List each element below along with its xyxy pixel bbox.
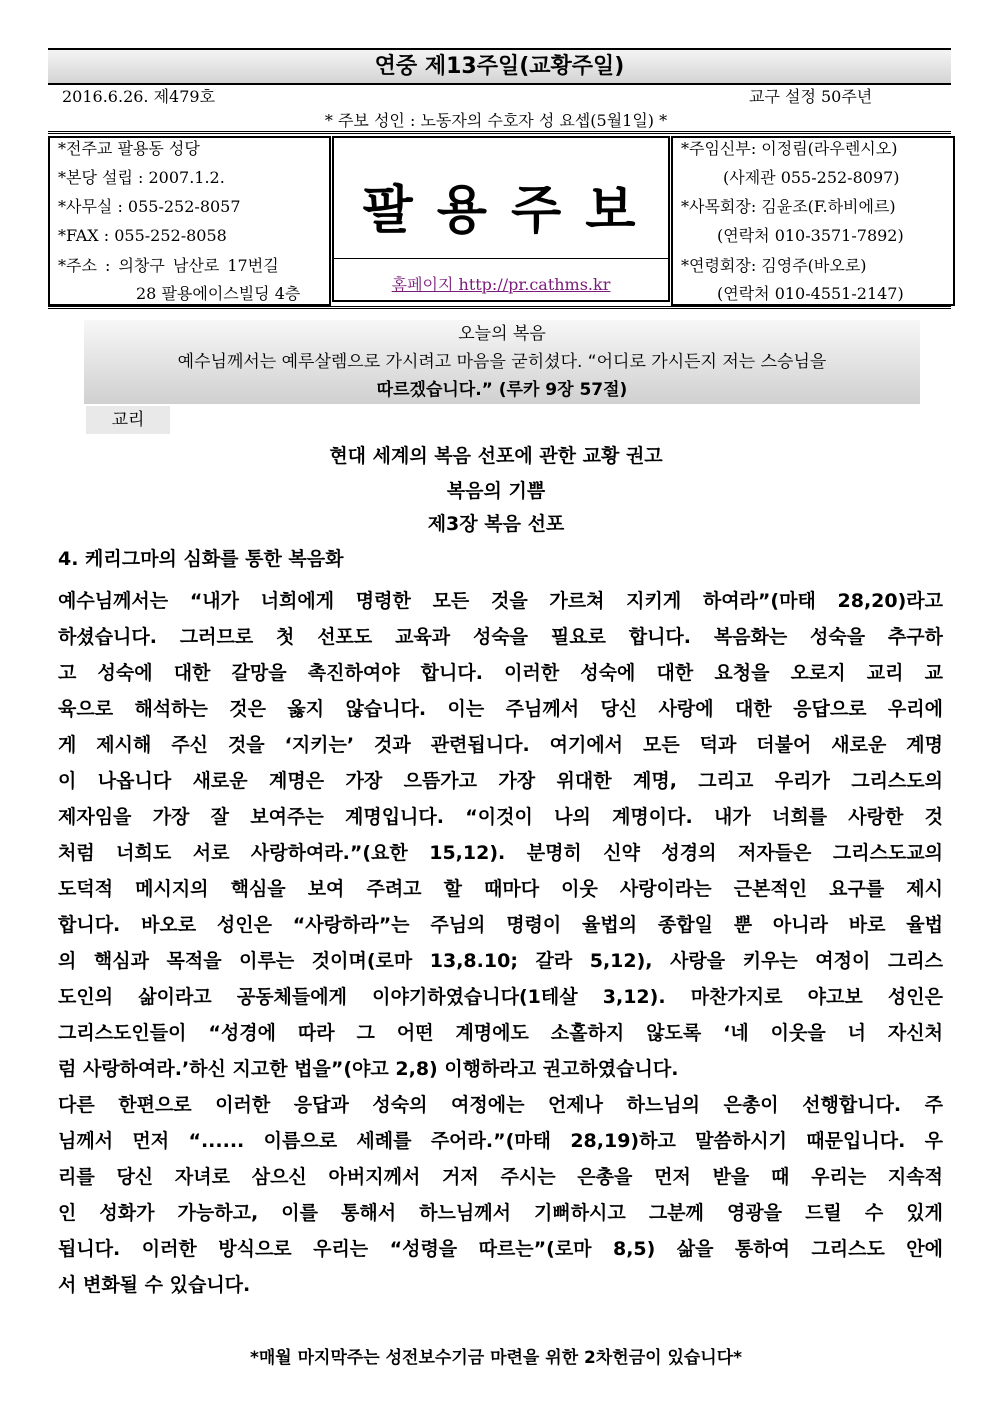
- body-line: 의 핵심과 목적을 이루는 것이며(로마 13,8.10; 갈라 5,12), 사랑을 키우는 여정이 그리스: [58, 950, 943, 972]
- body-line: 합니다. 바오로 성인은 “사랑하라”는 주님의 명령이 율법의 종합일 뿐 아니라 바로 율법: [58, 914, 943, 936]
- section-heading: 4. 케리그마의 심화를 통한 복음화: [58, 548, 344, 570]
- date-issue: 2016.6.26. 제479호: [62, 87, 216, 106]
- founding-date: *본당 설립 : 2007.1.2.: [58, 168, 225, 187]
- gospel-line2: 따르겠습니다.” (루카 9장 57절): [376, 380, 628, 400]
- bulletin-name: 팔용주보: [362, 180, 660, 241]
- anniversary-note: 교구 설정 50주년: [749, 87, 873, 106]
- fax-number: *FAX : 055-252-8058: [58, 226, 227, 245]
- gospel-line1: 예수님께서는 예루살렘으로 가시려고 마음을 굳히셨다. “어디로 가시든지 저는 스승님을: [177, 352, 827, 372]
- council-president-phone: (연락처 010-3571-7892): [717, 226, 904, 245]
- pastor: *주임신부: 이정림(라우렌시오): [681, 139, 898, 158]
- council-president: *사목회장: 김윤조(F.하비에르): [681, 197, 896, 216]
- body-line: 도인의 삶이라고 공동체들에게 이야기하였습니다(1테살 3,12). 마찬가지로 야고보 성인은: [58, 986, 943, 1008]
- gospel-box: [84, 320, 920, 404]
- body-line: 럼 사랑하여라.’하신 지고한 법을”(야고 2,8) 이행하라고 권고하였습니다.: [58, 1058, 679, 1080]
- body-line: 처럼 너희도 서로 사랑하여라.”(요한 15,12). 분명히 신약 성경의 저자들은 그리스도교의: [58, 842, 943, 864]
- body-line: 도덕적 메시지의 핵심을 보여 주려고 할 때마다 이웃 사랑이라는 근본적인 요구를 제시: [58, 878, 943, 900]
- body-line: 님께서 먼저 “...... 이름으로 세례를 주어라.”(마태 28,19)하고 말씀하시기 때문입니다. 우: [58, 1130, 943, 1152]
- address-line2: 28 팔용에이스빌딩 4층: [136, 284, 301, 303]
- bulletin-title: 연중 제13주일(교황주일): [48, 48, 951, 85]
- body-line: 제자임을 가장 잘 보여주는 계명입니다. “이것이 나의 계명이다. 내가 너희를 사랑한 것: [58, 806, 943, 828]
- body-line: 하셨습니다. 그러므로 첫 선포도 교육과 성숙을 필요로 합니다. 복음화는 성숙을 추구하: [58, 626, 943, 648]
- category-tag: 교리: [86, 406, 170, 434]
- parish-info-box: [48, 136, 331, 306]
- body-line: 됩니다. 이러한 방식으로 우리는 “성령을 따르는”(로마 8,5) 삶을 통하여 그리스도 안에: [58, 1238, 943, 1260]
- address-line1: *주소 : 의창구 남산로 17번길: [58, 256, 279, 275]
- bulletin-name-box: [332, 136, 670, 302]
- logo-divider: [334, 258, 668, 259]
- doc-title-line1: 현대 세계의 복음 선포에 관한 교황 권고: [329, 445, 663, 467]
- pastor-phone: (사제관 055-252-8097): [723, 168, 900, 187]
- homepage-link[interactable]: 홈페이지 http://pr.cathms.kr: [391, 275, 611, 294]
- body-line: 게 제시해 주신 것을 ‘지키는’ 것과 관련됩니다. 여기에서 모든 덕과 더불어 새로운 계명: [58, 734, 943, 756]
- body-line: 고 성숙에 대한 갈망을 촉진하여야 합니다. 이러한 성숙에 대한 요청을 오로지 교리 교: [58, 662, 943, 684]
- body-line: 리를 당신 자녀로 삼으신 아버지께서 거저 주시는 은총을 먼저 받을 때 우리는 지속적: [58, 1166, 943, 1188]
- body-line: 그리스도인들이 “성경에 따라 그 어떤 계명에도 소홀하지 않도록 ‘네 이웃을 너 자신처: [58, 1022, 943, 1044]
- doc-title-line2: 복음의 기쁨: [446, 480, 546, 502]
- contacts-box: [671, 136, 955, 306]
- funeral-president-phone: (연락처 010-4551-2147): [717, 284, 904, 303]
- header-bottom-divider: [48, 306, 951, 309]
- body-line: 서 변화될 수 있습니다.: [58, 1274, 251, 1296]
- funeral-president: *연령회장: 김영주(바오로): [681, 256, 867, 275]
- body-line: 예수님께서는 “내가 너희에게 명령한 모든 것을 가르쳐 지키게 하여라”(마태 28,20)라고: [58, 590, 943, 612]
- footer-note: *매월 마지막주는 성전보수기금 마련을 위한 2차헌금이 있습니다*: [249, 1348, 743, 1368]
- parish-name: *전주교 팔용동 성당: [58, 139, 200, 158]
- gospel-heading: 오늘의 복음: [458, 324, 546, 344]
- body-line: 인 성화가 가능하고, 이를 통해서 하느님께서 기뻐하시고 그분께 영광을 드릴 수 있게: [58, 1202, 943, 1224]
- body-line: 다른 한편으로 이러한 응답과 성숙의 여정에는 언제나 하느님의 은총이 선행합니다. 주: [58, 1094, 943, 1116]
- office-phone: *사무실 : 055-252-8057: [58, 197, 241, 216]
- body-line: 이 나옵니다 새로운 계명은 가장 으뜸가고 가장 위대한 계명, 그리고 우리가 그리스도의: [58, 770, 943, 792]
- body-line: 육으로 해석하는 것은 옳지 않습니다. 이는 주님께서 당신 사랑에 대한 응답으로 우리에: [58, 698, 943, 720]
- doc-title-line3: 제3장 복음 선포: [427, 513, 565, 535]
- patron-saint: * 주보 성인 : 노동자의 수호자 성 요셉(5월1일) *: [324, 111, 668, 130]
